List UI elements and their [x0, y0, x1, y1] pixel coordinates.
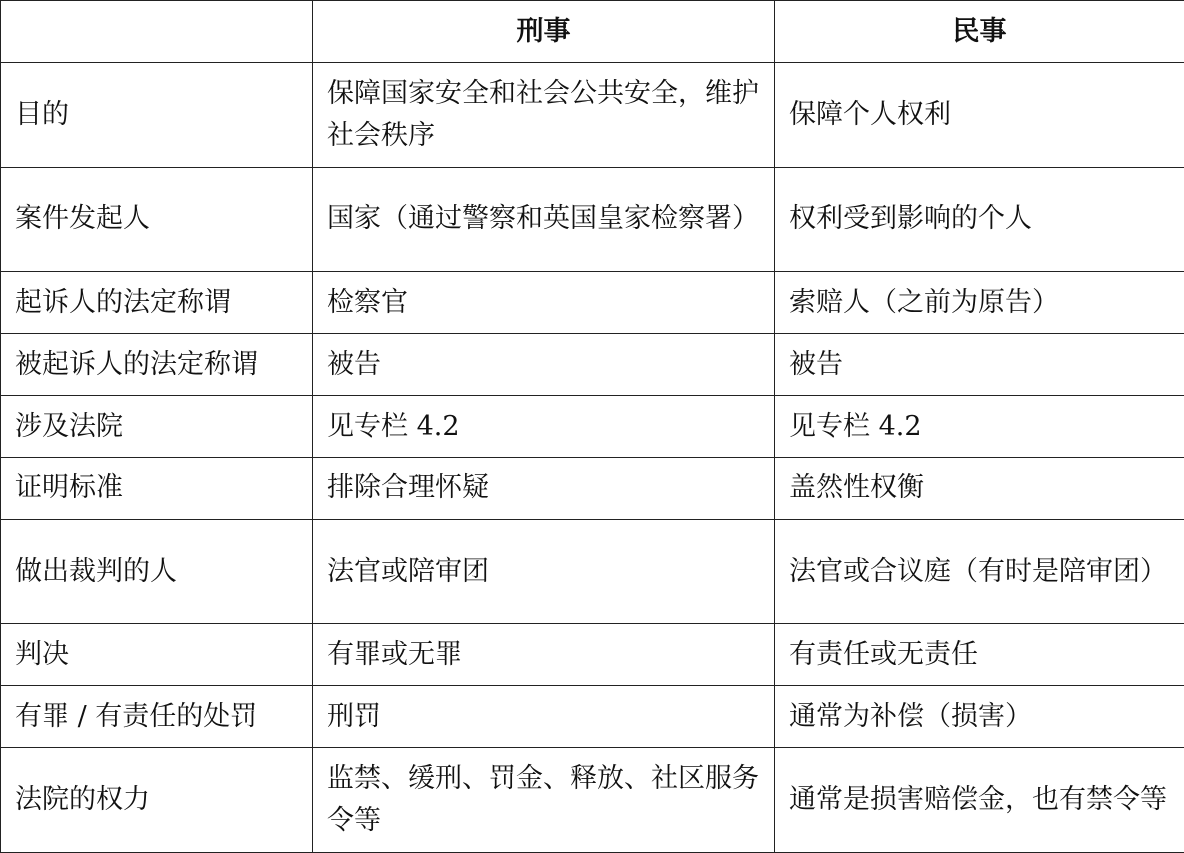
civil-cell: 通常是损害赔偿金，也有禁令等 [775, 748, 1184, 853]
criminal-cell: 法官或陪审团 [313, 519, 775, 624]
row-label: 起诉人的法定称谓 [1, 272, 313, 334]
table-row [1, 396, 1184, 458]
row-label: 有罪 / 有责任的处罚 [1, 686, 313, 748]
table-row [1, 686, 1184, 748]
civil-cell: 保障个人权利 [775, 63, 1184, 168]
criminal-cell: 有罪或无罪 [313, 624, 775, 686]
civil-cell: 通常为补偿（损害） [775, 686, 1184, 748]
row-label: 做出裁判的人 [1, 519, 313, 624]
civil-cell: 被告 [775, 334, 1184, 396]
criminal-cell: 保障国家安全和社会公共安全，维护社会秩序 [313, 63, 775, 168]
row-label: 涉及法院 [1, 396, 313, 458]
header-civil-cell: 民事 [775, 1, 1184, 63]
criminal-cell: 排除合理怀疑 [313, 457, 775, 519]
row-label: 判决 [1, 624, 313, 686]
civil-cell: 盖然性权衡 [775, 457, 1184, 519]
table-row [1, 272, 1184, 334]
table-row [1, 63, 1184, 168]
civil-cell: 见专栏 4.2 [775, 396, 1184, 458]
header-criminal-cell: 刑事 [313, 1, 775, 63]
civil-cell: 有责任或无责任 [775, 624, 1184, 686]
table-row [1, 624, 1184, 686]
table-row [1, 519, 1184, 624]
table-row [1, 334, 1184, 396]
table-row [1, 457, 1184, 519]
header-corner-cell [1, 1, 313, 63]
civil-cell: 法官或合议庭（有时是陪审团） [775, 519, 1184, 624]
row-label: 目的 [1, 63, 313, 168]
table-row [1, 167, 1184, 272]
criminal-cell: 见专栏 4.2 [313, 396, 775, 458]
table-row [1, 748, 1184, 853]
civil-cell: 索赔人（之前为原告） [775, 272, 1184, 334]
row-label: 被起诉人的法定称谓 [1, 334, 313, 396]
criminal-cell: 刑罚 [313, 686, 775, 748]
header-row [1, 1, 1184, 63]
criminal-cell: 被告 [313, 334, 775, 396]
row-label: 证明标准 [1, 457, 313, 519]
row-label: 法院的权力 [1, 748, 313, 853]
criminal-cell: 国家（通过警察和英国皇家检察署） [313, 167, 775, 272]
criminal-cell: 监禁、缓刑、罚金、释放、社区服务令等 [313, 748, 775, 853]
criminal-cell: 检察官 [313, 272, 775, 334]
row-label: 案件发起人 [1, 167, 313, 272]
civil-cell: 权利受到影响的个人 [775, 167, 1184, 272]
